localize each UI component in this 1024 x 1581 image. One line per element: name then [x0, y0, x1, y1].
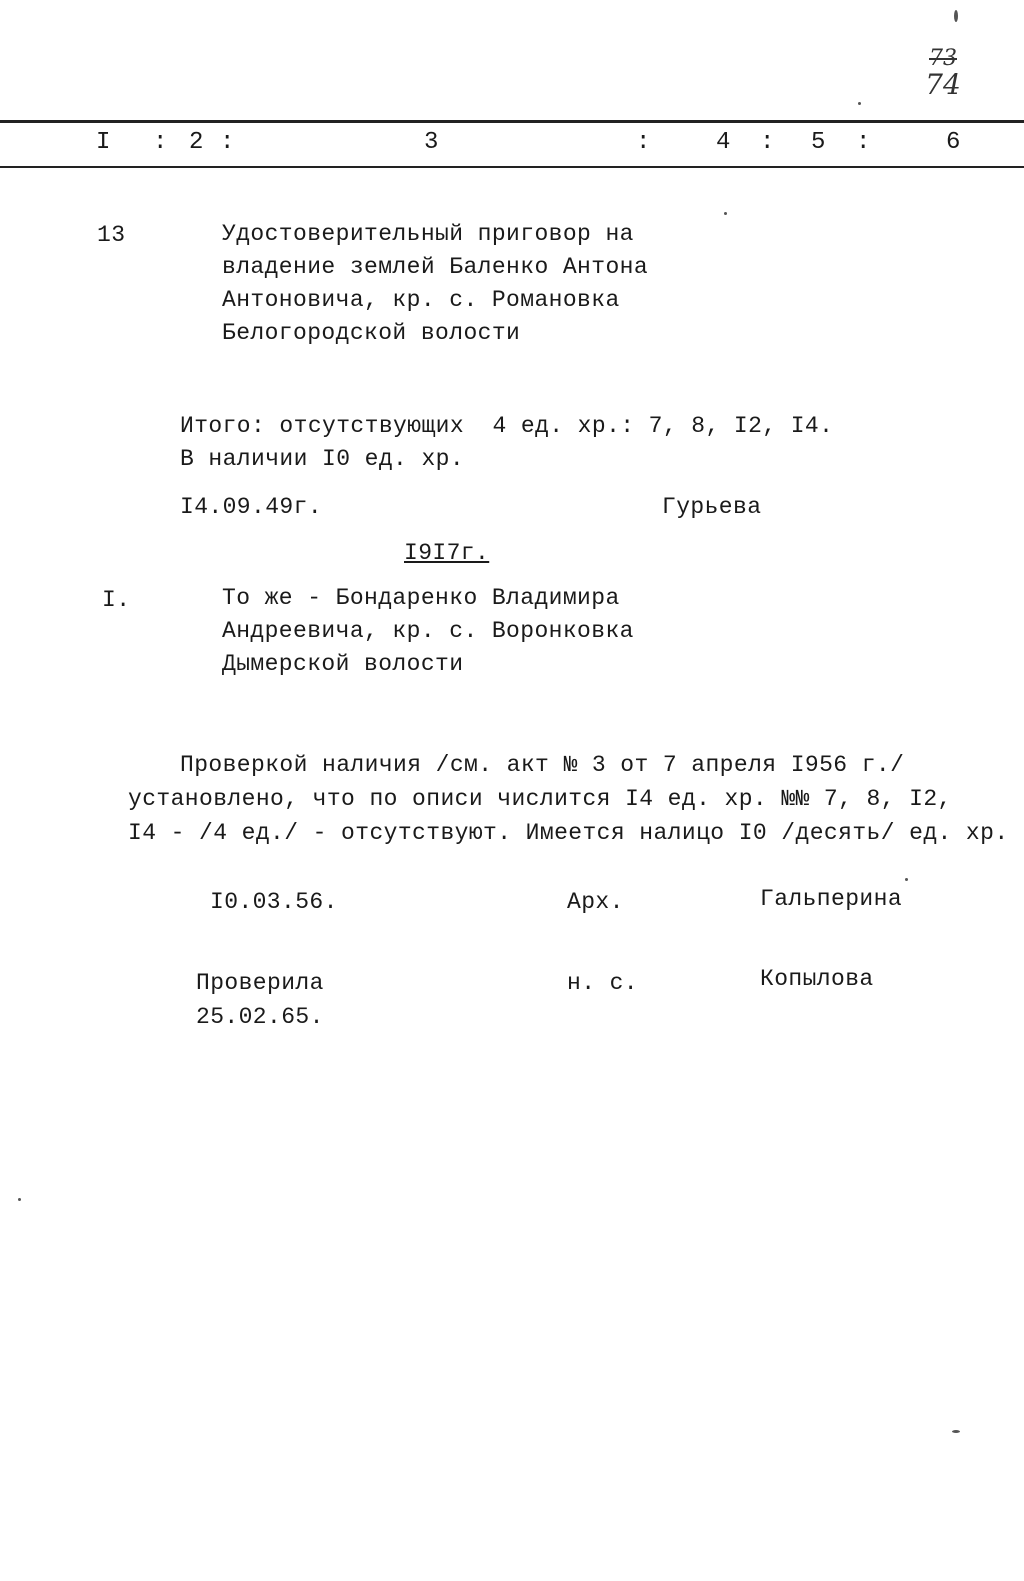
check-date: 25.02.65.	[196, 1004, 324, 1030]
entry-title-line: Удостоверительный приговор на	[222, 221, 634, 247]
check-label: Проверила	[196, 970, 324, 996]
header-top-rule	[0, 120, 1024, 123]
verification-line-2: установлено, что по описи числится I4 ед. хр. №№ 7, 8, I2,	[128, 786, 952, 812]
summary-signature: Гурьева	[662, 494, 762, 520]
entry-number: 13	[97, 222, 126, 248]
entry-title-line: Дымерской волости	[222, 651, 464, 677]
entry-title-line: Андреевича, кр. с. Воронковка	[222, 618, 634, 644]
scan-speck	[905, 878, 908, 881]
entry-number: I.	[102, 587, 131, 613]
summary-present: В наличии I0 ед. хр.	[180, 446, 465, 472]
folio-number-crossed: 73	[929, 46, 957, 71]
check-signature: Копылова	[760, 966, 874, 992]
entry-title-line: Антоновича, кр. с. Романовка	[222, 287, 620, 313]
verification-date: I0.03.56.	[210, 889, 338, 915]
entry-title	[222, 582, 634, 681]
col-header-sep-3: :	[636, 129, 651, 156]
verification-line-3: I4 - /4 ед./ - отсутствуют. Имеется налицо I0 /десять/ ед. хр.	[128, 820, 1009, 846]
col-header-sep-2: :	[220, 129, 235, 156]
year-heading: I9I7г.	[404, 540, 490, 566]
scan-speck	[954, 10, 958, 22]
check-role: н. с.	[567, 970, 639, 996]
entry-title	[222, 218, 648, 350]
col-header-sep-4: :	[760, 129, 775, 156]
folio-number-current: 74	[925, 68, 961, 101]
verification-role: Арх.	[567, 889, 624, 915]
entry-title-line: Белогородской волости	[222, 320, 521, 346]
col-header-3: 3	[424, 129, 439, 156]
col-header-sep-1: :	[153, 129, 168, 156]
entry-title-line: владение землей Баленко Антона	[222, 254, 649, 280]
summary-date: I4.09.49г.	[180, 494, 323, 520]
verification-line-1: Проверкой наличия /см. акт № 3 от 7 апреля I956 г./	[180, 752, 905, 778]
summary-missing: Итого: отсутствующих 4 ед. хр.: 7, 8, I2, I4.	[180, 413, 834, 439]
verification-signature: Гальперина	[760, 886, 903, 912]
col-header-2: 2	[189, 129, 204, 156]
scan-speck	[858, 102, 861, 105]
col-header-1: I	[96, 129, 111, 156]
header-bottom-rule	[0, 166, 1024, 168]
scan-speck	[952, 1430, 960, 1433]
col-header-sep-5: :	[856, 129, 871, 156]
summary-block	[180, 410, 833, 476]
scan-speck	[18, 1198, 21, 1201]
col-header-5: 5	[811, 129, 826, 156]
col-header-4: 4	[716, 129, 731, 156]
entry-title-line: То же - Бондаренко Владимира	[222, 585, 620, 611]
scan-speck	[724, 212, 727, 215]
col-header-6: 6	[946, 129, 961, 156]
folio-number	[908, 46, 978, 101]
